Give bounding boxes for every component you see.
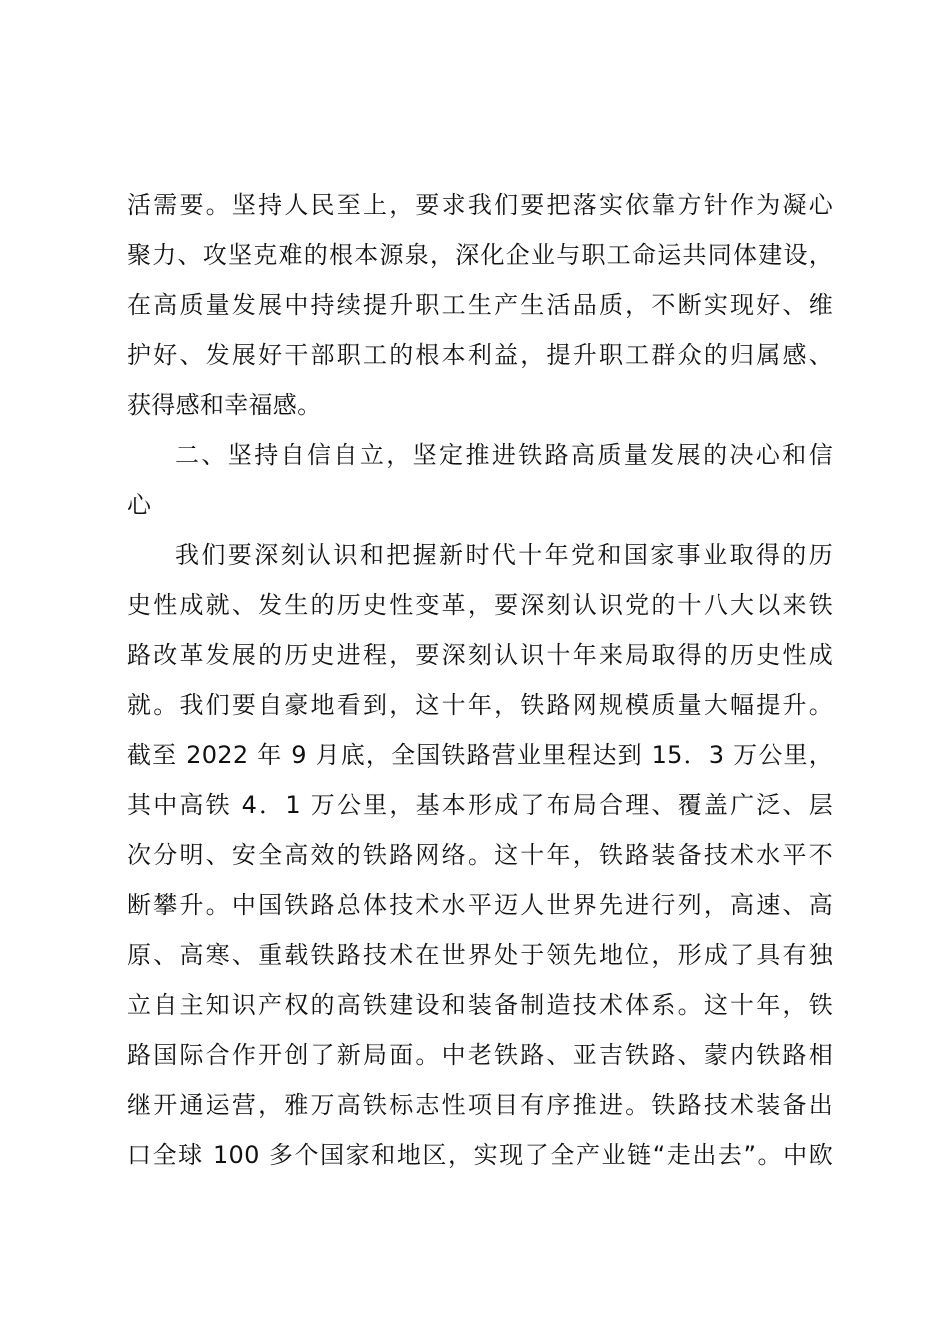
paragraph-line: 活需要。坚持人民至上，要求我们要把落实依靠方针作为凝心 <box>127 191 833 219</box>
paragraph-line: 护好、发展好干部职工的根本利益，提升职工群众的归属感、 <box>127 341 833 369</box>
paragraph-line: 继开通运营，雅万高铁标志性项目有序推进。铁路技术装备出 <box>127 1091 833 1119</box>
paragraph-line: 路国际合作开创了新局面。中老铁路、亚吉铁路、蒙内铁路相 <box>127 1041 833 1069</box>
section-heading-2 <box>127 430 833 530</box>
paragraph-line: 原、高寒、重载铁路技术在世界处于领先地位，形成了具有独 <box>127 941 833 969</box>
paragraph-line: 史性成就、发生的历史性变革，要深刻认识党的十八大以来铁 <box>127 591 833 619</box>
paragraph-line: 其中高铁 4．1 万公里，基本形成了布局合理、覆盖广泛、层 <box>127 791 833 819</box>
paragraph-line: 我们要深刻认识和把握新时代十年党和国家事业取得的历 <box>175 541 833 569</box>
paragraph-line: 断攀升。中国铁路总体技术水平迈人世界先进行列，高速、高 <box>127 891 833 919</box>
paragraph-line: 次分明、安全高效的铁路网络。这十年，铁路装备技术水平不 <box>127 841 833 869</box>
heading-line: 二、坚持自信自立，坚定推进铁路高质量发展的决心和信 <box>175 441 833 469</box>
paragraph-line: 立自主知识产权的高铁建设和装备制造技术体系。这十年，铁 <box>127 991 833 1019</box>
paragraph-2 <box>127 530 833 1180</box>
paragraph-line: 在高质量发展中持续提升职工生产生活品质，不断实现好、维 <box>127 291 833 319</box>
paragraph-line: 就。我们要自豪地看到，这十年，铁路网规模质量大幅提升。 <box>127 691 833 719</box>
paragraph-line: 路改革发展的历史进程，要深刻认识十年来局取得的历史性成 <box>127 641 833 669</box>
paragraph-1 <box>127 180 833 430</box>
paragraph-line: 口全球 100 多个国家和地区，实现了全产业链“走出去”。中欧 <box>127 1141 833 1169</box>
paragraph-line: 截至 2022 年 9 月底，全国铁路营业里程达到 15．3 万公里， <box>127 741 833 769</box>
body-text <box>127 180 833 1180</box>
paragraph-line: 聚力、攻坚克难的根本源泉，深化企业与职工命运共同体建设， <box>127 241 833 269</box>
heading-line: 心 <box>127 491 152 519</box>
paragraph-line: 获得感和幸福感。 <box>127 391 322 419</box>
